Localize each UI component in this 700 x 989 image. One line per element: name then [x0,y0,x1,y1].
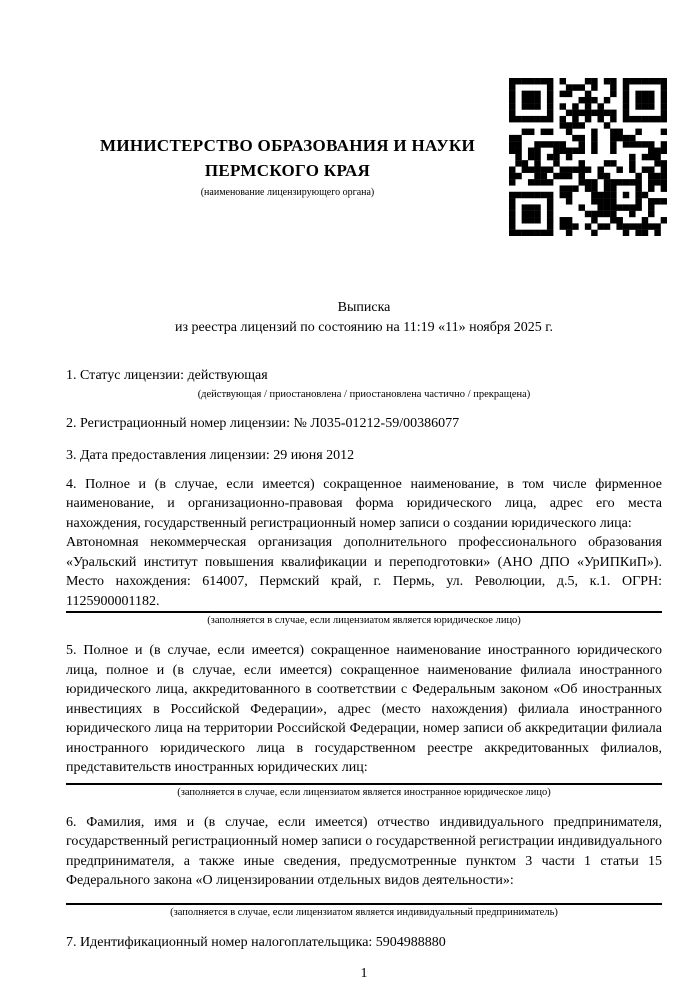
extract-title: Выписка [337,300,391,315]
legal-entity-section [66,475,662,612]
licensing-authority-block [66,78,509,240]
entrepreneur-caption: (заполняется в случае, если лицензиатом является индивидуальный предприниматель) [170,906,558,918]
foreign-entity-statement: 5. Полное и (в случае, если имеется) сокращенное наименование иностранного юридического лица, полное и (в случае, если имеется) сокращенное наименование филиала иностранного юридического лица, аккредитованного в соответствии с Федеральным законом «Об иностранных инвестициях в Российской Федерации», адрес (место нахождения) филиала иностранного юридического лица на территории Российской Федерации, номер записи об аккредитации филиала иностранного юридического лица в государственном реестре аккредитованных филиалов, представительств иностранных юридических лиц: [66,643,662,775]
grant-date-line: 3. Дата предоставления лицензии: 29 июня 2012 [66,448,355,463]
extract-title-block [66,298,662,338]
foreign-entity-section [66,641,662,778]
extract-subtitle: из реестра лицензий по состоянию на 11:19 «11» ноября 2025 г. [175,320,553,335]
licensing-authority-caption: (наименование лицензирующего органа) [200,187,375,198]
entrepreneur-statement: 6. Фамилия, имя и (в случае, если имеется) отчество индивидуального предпринимателя, государственный регистрационный номер записи о государственной регистрации индивидуального предпринимателя, а также иные сведения, предусмотренные пунктом 3 части 1 статьи 15 Федерального закона «О лицензировании отдельных видов деятельности»: [66,814,662,888]
legal-entity-statement: 4. Полное и (в случае, если имеется) сокращенное наименование, в том числе фирменное наименование, и организационно-правовая форма юридического лица, адрес его места нахождения, государственный регистрационный номер записи о создании юридического лица: [66,476,662,531]
taxpayer-number-line: 7. Идентификационный номер налогоплательщика: 5904988880 [66,934,446,950]
foreign-entity-caption: (заполняется в случае, если лицензиатом является иностранное юридическое лицо) [177,786,551,798]
entrepreneur-section [66,813,662,891]
page-number: 1 [360,966,368,981]
legal-entity-value: Автономная некоммерческая организация дополнительного профессионального образования «Уральский институт повышения квалификации и переподготовки» (АНО ДПО «УрИПКиП»). Место нахождения: 614007, Пермский край, г. Пермь, ул. Революции, д.5, к.1. ОГРН: 1125900001182. [66,535,662,609]
license-status-line: 1. Статус лицензии: действующая [66,368,268,383]
ministry-name-line2: ПЕРМСКОГО КРАЯ [204,161,371,180]
legal-entity-caption: (заполняется в случае, если лицензиатом является юридическое лицо) [207,615,521,626]
registration-number-line: 2. Регистрационный номер лицензии: № Л035-01212-59/00386077 [66,415,460,431]
document-header [66,78,662,240]
ministry-name-line1: МИНИСТЕРСТВО ОБРАЗОВАНИЯ И НАУКИ [99,136,476,155]
qr-code-icon [509,78,667,236]
status-options-caption: (действующая / приостановлена / приостановлена частично / прекращена) [197,388,531,400]
